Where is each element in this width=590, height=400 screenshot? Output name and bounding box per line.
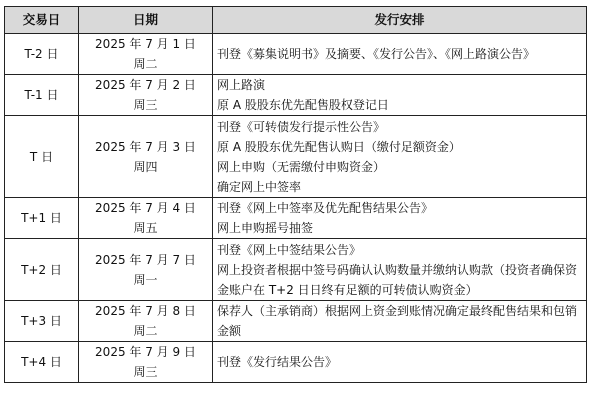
date-text: 2025 年 7 月 1 日 <box>95 37 196 51</box>
arrangement-item: 刊登《网上中签结果公告》 <box>217 242 362 257</box>
weekday-text: 周五 <box>133 221 158 235</box>
table-row <box>5 34 587 75</box>
date-cell <box>79 198 213 239</box>
trading-day-cell: T-2 日 <box>5 34 79 75</box>
trading-day-cell: T+3 日 <box>5 301 79 342</box>
trading-day-cell: T+1 日 <box>5 198 79 239</box>
table-header-row <box>5 7 587 34</box>
weekday-text: 周一 <box>133 272 158 287</box>
arrangement-cell <box>213 75 587 116</box>
arrangement-item: 原 A 股股东优先配售股权登记日 <box>217 98 389 112</box>
weekday-text: 周二 <box>133 324 158 338</box>
arrangement-cell <box>213 239 587 301</box>
table-row <box>5 198 587 239</box>
arrangement-item: 刊登《可转债发行提示性公告》 <box>217 119 386 134</box>
arrangement-item: 网上投资者根据中签号码确认认购数量并缴纳认购款（投资者确保资金账户在 T+2 日日终有足额的可转债认购资金） <box>217 262 578 297</box>
trading-day-cell: T+2 日 <box>5 239 79 301</box>
date-cell <box>79 116 213 198</box>
table-row <box>5 75 587 116</box>
date-text: 2025 年 7 月 8 日 <box>95 304 196 318</box>
arrangement-cell <box>213 34 587 75</box>
table-row <box>5 342 587 383</box>
arrangement-cell <box>213 198 587 239</box>
header-date: 日期 <box>79 7 213 34</box>
weekday-text: 周三 <box>133 98 158 112</box>
weekday-text: 周二 <box>133 57 158 71</box>
issuance-schedule-table <box>4 6 587 383</box>
weekday-text: 周三 <box>133 365 158 379</box>
date-text: 2025 年 7 月 3 日 <box>95 139 196 154</box>
date-text: 2025 年 7 月 9 日 <box>95 345 196 359</box>
date-text: 2025 年 7 月 7 日 <box>95 252 196 267</box>
weekday-text: 周四 <box>133 159 158 174</box>
date-cell <box>79 342 213 383</box>
arrangement-item: 刊登《募集说明书》及摘要、《发行公告》、《网上路演公告》 <box>217 47 536 61</box>
date-cell <box>79 75 213 116</box>
arrangement-item: 刊登《发行结果公告》 <box>217 355 338 369</box>
arrangement-item: 网上路演 <box>217 78 266 92</box>
date-text: 2025 年 7 月 2 日 <box>95 78 196 92</box>
arrangement-cell <box>213 342 587 383</box>
table-row <box>5 301 587 342</box>
date-cell <box>79 34 213 75</box>
date-cell <box>79 239 213 301</box>
date-text: 2025 年 7 月 4 日 <box>95 201 196 215</box>
table-row <box>5 239 587 301</box>
arrangement-cell <box>213 301 587 342</box>
trading-day-cell: T 日 <box>5 116 79 198</box>
header-arrangement: 发行安排 <box>213 7 587 34</box>
arrangement-item: 网上申购摇号抽签 <box>217 221 314 235</box>
table-row <box>5 116 587 198</box>
arrangement-item: 原 A 股股东优先配售认购日（缴付足额资金） <box>217 139 461 154</box>
arrangement-cell <box>213 116 587 198</box>
arrangement-item: 确定网上中签率 <box>217 179 302 194</box>
arrangement-item: 保荐人（主承销商）根据网上资金到账情况确定最终配售结果和包销金额 <box>217 304 578 338</box>
trading-day-cell: T+4 日 <box>5 342 79 383</box>
header-trading-day: 交易日 <box>5 7 79 34</box>
date-cell <box>79 301 213 342</box>
arrangement-item: 刊登《网上中签率及优先配售结果公告》 <box>217 201 434 215</box>
trading-day-cell: T-1 日 <box>5 75 79 116</box>
arrangement-item: 网上申购（无需缴付申购资金） <box>217 159 386 174</box>
